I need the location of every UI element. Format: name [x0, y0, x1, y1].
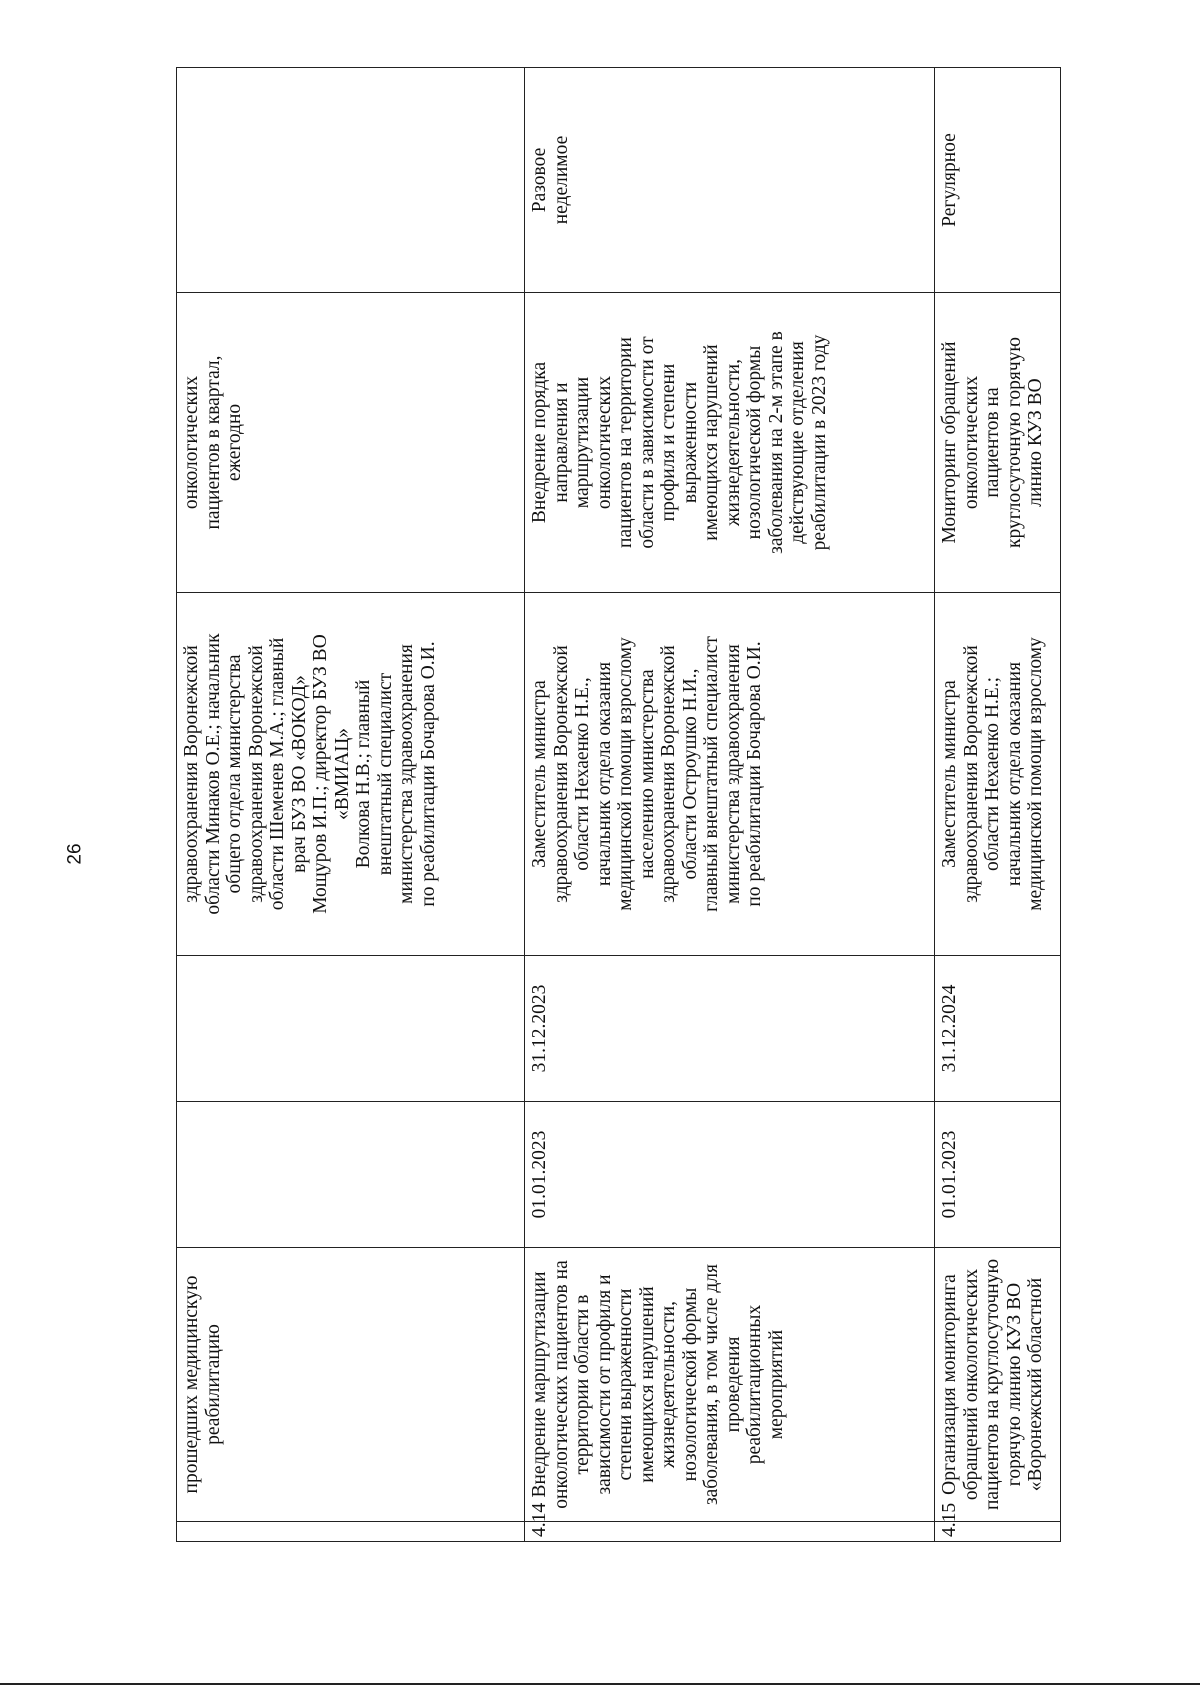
rotated-table	[176, 68, 1060, 1542]
start-date-cell	[177, 1102, 525, 1248]
result-cell: Мониторинг обращений онкологических пациентов на круглосуточную горячую линию КУЗ ВО	[935, 293, 1061, 593]
responsible-cell: Заместитель министра здравоохранения Воронежской области Нехаенко Н.Е.; начальник отдела оказания медицинской помощи взрослому	[935, 593, 1061, 956]
table-row	[935, 68, 1061, 1542]
end-date-cell: 31.12.2023	[525, 956, 935, 1102]
type-cell	[177, 68, 525, 293]
measure-name-cell: Организация мониторинга обращений онкологических пациентов на круглосуточную горячую линию КУЗ ВО «Воронежский областной	[935, 1248, 1061, 1522]
row-number-cell	[177, 1522, 525, 1542]
responsible-cell: здравоохранения Воронежской области Минаков О.Е.; начальник общего отдела министерства здравоохранения Воронежской области Шеменев М.А.; главный врач БУЗ ВО «ВОКОД» Мощуров И.П.; директор БУЗ ВО «ВМИАЦ» Волкова Н.В.; главный внештатный специалист министерства здравоохранения по реабилитации Бочарова О.И.	[177, 593, 525, 956]
measure-name-cell: прошедших медицинскую реабилитацию	[177, 1248, 525, 1522]
end-date-cell	[177, 956, 525, 1102]
responsible-cell: Заместитель министра здравоохранения Воронежской области Нехаенко Н.Е., начальник отдела оказания медицинской помощи взрослому населению министерства здравоохранения Воронежской области Остроушко Н.И., главный внештатный специалист министерства здравоохранения по реабилитации Бочарова О.И.	[525, 593, 935, 956]
row-number-cell: 4.15	[935, 1522, 1061, 1542]
page-number-text: 26	[64, 843, 86, 865]
table-row	[525, 68, 935, 1542]
type-cell: Разовое неделимое	[525, 68, 935, 293]
row-number-cell: 4.14	[525, 1522, 935, 1542]
start-date-cell: 01.01.2023	[935, 1102, 1061, 1248]
measure-name-cell: Внедрение маршрутизации онкологических пациентов на территории области в зависимости от профиля и степени выраженности имеющихся нарушений жизнедеятельности, нозологической формы заболевания, в том числе для проведения реабилитационных мероприятий	[525, 1248, 935, 1522]
bottom-divider	[0, 1683, 1200, 1685]
result-cell: Внедрение порядка направления и маршрутизации онкологических пациентов на территории области в зависимости от профиля и степени выраженности имеющихся нарушений жизнедеятельности, нозологической формы заболевания на 2-м этапе в действующие отделения реабилитации в 2023 году	[525, 293, 935, 593]
type-cell: Регулярное	[935, 68, 1061, 293]
page-number	[64, 834, 88, 874]
start-date-cell: 01.01.2023	[525, 1102, 935, 1248]
measures-table-container	[176, 68, 1060, 1542]
measures-table	[176, 67, 1061, 1542]
end-date-cell: 31.12.2024	[935, 956, 1061, 1102]
table-row	[177, 68, 525, 1542]
result-cell: онкологических пациентов в квартал, ежегодно	[177, 293, 525, 593]
